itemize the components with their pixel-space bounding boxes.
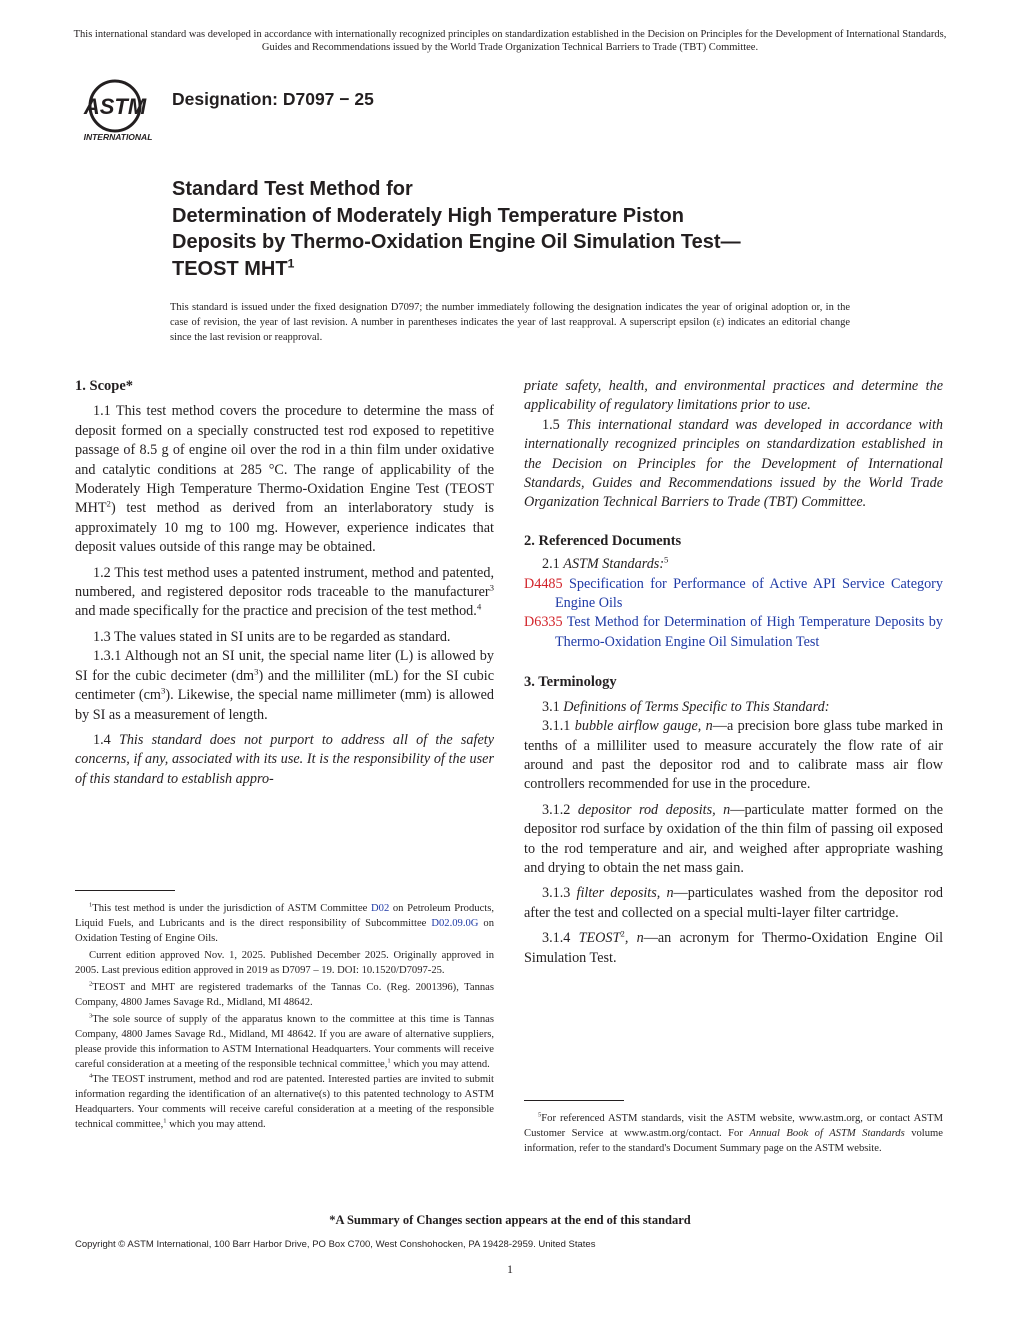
para-1-2: 1.2 This test method uses a patented instrument, method and patented, numbered, and registered depositor rods traceable to the manufacturer$^3$ and made specifically for the practice and precision of the test method.$^4$ xyxy=(75,564,494,620)
para-1-3: 1.3 The values stated in SI units are to be regarded as standard. xyxy=(93,628,451,645)
para-1-4-cont: priate safety, health, and environmental practices and determine the applicability of regulatory limitations prior to use. xyxy=(524,378,943,414)
title-line-2: Determination of Moderately High Temperature Piston xyxy=(172,204,684,227)
footnote-ref: 1 xyxy=(287,255,295,270)
ref-code-link[interactable]: D4485 xyxy=(524,575,563,592)
ref-item[interactable] xyxy=(524,575,943,614)
para-3-1: 3.1 Definitions of Terms Specific to This Standard: xyxy=(542,698,830,715)
term-3-1-2: 3.1.2 depositor rod deposits, n—particulate matter formed on the depositor rod surface by oxidation of the thin film of passing oil exposed to the rod temperature and air, and weighed after appropriate washing and drying to obtain the net mass gain. xyxy=(524,801,943,876)
footnote-2: $^2$TEOST and MHT are registered trademarks of the Tannas Co. (Reg. 2001396), Tannas Company, 4800 James Savage Rd., Midland, MI 48642. xyxy=(75,980,494,1008)
page-number: 1 xyxy=(507,1262,513,1276)
title-line-3: Deposits by Thermo-Oxidation Engine Oil Simulation Test— xyxy=(172,231,741,253)
logo-letters: ASTM xyxy=(83,94,147,119)
term-3-1-3: 3.1.3 filter deposits, n—particulates washed from the depositor rod after the test and collected on a special multi-layer filter cartridge. xyxy=(524,885,944,921)
right-column xyxy=(524,377,943,968)
term-3-1-4: 3.1.4 TEOST$^2$, n—an acronym for Thermo-Oxidation Engine Oil Simulation Test. xyxy=(524,928,944,966)
section-heading-terminology: 3. Terminology xyxy=(524,674,617,691)
designation: Designation: D7097 − 25 xyxy=(172,89,374,109)
committee-link[interactable]: D02 xyxy=(371,903,390,914)
footnote-divider-right xyxy=(524,1100,624,1101)
ref-item[interactable] xyxy=(524,613,943,652)
subcommittee-link[interactable]: D02.09.0G xyxy=(431,918,479,929)
document-title xyxy=(172,176,872,282)
summary-of-changes-note: *A Summary of Changes section appears at the end of this standard xyxy=(329,1213,691,1227)
para-2-1: 2.1 ASTM Standards:$^5$ xyxy=(542,554,669,573)
wto-notice: This international standard was developed in accordance with internationally recognized principles on standardization established in the Decision on Principles for the Development of International Standards, Guides and Recommendations issued by the World Trade Organization Technical Barriers to Trade (TBT) Committee. xyxy=(73,29,947,53)
footnote-1: $^1$This test method is under the jurisdiction of ASTM Committee D02 on Petroleum Products, Liquid Fuels, and Lubricants and is the direct responsibility of Subcommittee D02.09.0G on Oxidation Testing of Engine Oils. xyxy=(75,901,494,944)
term-3-1-1: 3.1.1 bubble airflow gauge, n—a precision bore glass tube marked in tenths of a milliliter used to measure accurately the flow rate of air around and past the depositor rod and to calibrate mass air flow controllers recommended for use in the procedure. xyxy=(524,718,944,793)
title-line-1: Standard Test Method for xyxy=(172,178,413,200)
para-1-5: 1.5 This international standard was developed in accordance with internationally recognized principles on standardization established in the Decision on Principles for the Development of International Standards, Guides and Recommendations issued by the World Trade Organization Technical Barriers to Trade (TBT) Committee. xyxy=(524,416,943,511)
section-heading-scope: 1. Scope* xyxy=(75,378,133,394)
section-heading-referenced-documents: 2. Referenced Documents xyxy=(524,532,682,549)
para-1-4: 1.4 This standard does not purport to address all of the safety concerns, if any, associated with its use. It is the responsibility of the user of this standard to establish appro- xyxy=(75,731,494,787)
ref-title-link[interactable]: Specification for Performance of Active API Service Category Engine Oils xyxy=(555,575,943,612)
ref-title-link[interactable]: Test Method for Determination of High Temperature Deposits by Thermo-Oxidation Engine Oil Simulation Test xyxy=(555,614,943,650)
footnote-3: $^3$The sole source of supply of the apparatus known to the committee at this time is Tannas Company, 4800 James Savage Rd., Midland, MI 48642. If you are aware of alternative suppliers, please provide this information to ASTM International Headquarters. Your comments will receive careful consideration at a meeting of the responsible technical committee,$^1$ which you may attend. xyxy=(75,1012,494,1070)
left-column xyxy=(75,377,494,789)
footnotes-right xyxy=(524,1111,943,1156)
footnote-5: $^5$For referenced ASTM standards, visit the ASTM website, www.astm.org, or contact ASTM Customer Service at www.astm.org/contact. For Annual Book of ASTM Standards volume information, refer to the standard's Document Summary page on the ASTM website. xyxy=(524,1111,943,1154)
logo-subtitle: INTERNATIONAL xyxy=(83,132,153,142)
footnote-divider-left xyxy=(75,890,175,891)
issuance-note: This standard is issued under the fixed designation D7097; the number immediately following the designation indicates the year of original adoption or, in the case of revision, the year of last revision. A number in parentheses indicates the year of last reapproval. A superscript epsilon (ε) indicates an editorial change since the last revision or reapproval. xyxy=(170,302,850,343)
title-line-4: TEOST MHT$^1$ xyxy=(172,255,295,280)
ref-code-link[interactable]: D6335 xyxy=(524,614,563,631)
astm-logo-icon xyxy=(74,76,162,142)
footnotes-left xyxy=(75,901,494,1132)
para-1-1: 1.1 This test method covers the procedure to determine the mass of deposit formed on a specially constructed test rod exposed to repetitive passage of 8.5 g of engine oil over the rod in a thin film under oxidative and catalytic conditions at 285 °C. The range of applicability of the Moderately High Temperature Thermo-Oxidation Engine Test (TEOST MHT$^2$) test method as derived from an interlaboratory study is approximately 10 mg to 100 mg. However, experience indicates that deposit values outside of this range may be obtained. xyxy=(75,403,494,556)
para-1-3-1: 1.3.1 Although not an SI unit, the special name liter (L) is allowed by SI for the cubic decimeter $(dm^3)$ and the milliliter (mL) for the SI cubic centimeter $(cm^3)$. Likewise, the special name millimeter (mm) is allowed by SI as a measurement of length. xyxy=(75,648,494,723)
footnote-edition: Current edition approved Nov. 1, 2025. Published December 2025. Originally approved in 2005. Last previous edition approved in 2019 as D7097 – 19. DOI: 10.1520/D7097-25. xyxy=(75,950,494,976)
astm-logo xyxy=(74,76,162,142)
footnote-4: $^4$The TEOST instrument, method and rod are patented. Interested parties are invited to submit information regarding the identification of an alternative(s) to this patented technology to ASTM Headquarters. Your comments will receive careful consideration at a meeting of the responsible technical committee,$^1$ which you may attend. xyxy=(75,1072,494,1130)
copyright: Copyright © ASTM International, 100 Barr Harbor Drive, PO Box C700, West Conshohocken, PA 19428-2959. United States xyxy=(75,1239,596,1250)
